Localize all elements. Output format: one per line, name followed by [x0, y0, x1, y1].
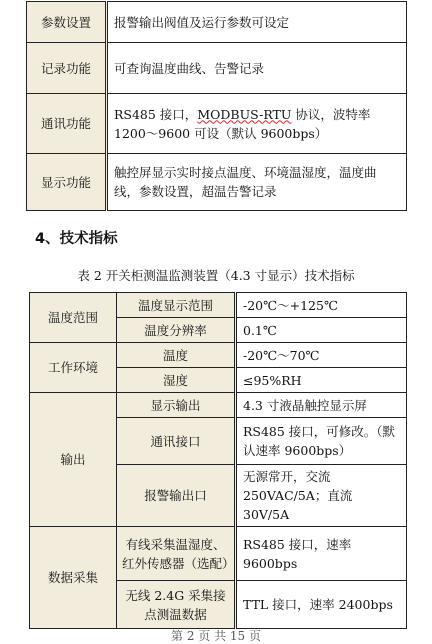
table-row: [30, 293, 407, 318]
spec-value: RS485 接口，可修改。（默认速率 9600bps）: [236, 418, 407, 465]
spec-group: 温度范围: [30, 293, 117, 343]
spec-value: 4.3 寸液晶触控显示屏: [236, 393, 407, 418]
spec-value: ≤95%RH: [236, 368, 407, 393]
spec-label: 温度: [117, 343, 236, 368]
page-footer: 第 2 页 共 15 页: [171, 629, 261, 643]
feature-value-prefix: RS485 接口，: [114, 106, 198, 122]
spec-value: 0.1℃: [236, 318, 407, 343]
table-caption: 表 2 开关柜测温监测装置（4.3 寸显示）技术指标: [77, 268, 355, 283]
spec-label: 无线 2.4G 采集接点测温数据: [117, 581, 236, 629]
spec-table: [29, 292, 407, 629]
feature-value: 报警输出阀值及运行参数可设定: [107, 2, 407, 43]
feature-value: [107, 94, 407, 154]
feature-key: 显示功能: [27, 154, 107, 211]
spec-value: 无源常开，交流 250VAC/5A；直流 30V/5A: [236, 465, 407, 527]
spec-group: 输出: [30, 393, 117, 527]
table-row: [27, 2, 407, 43]
spec-group: 数据采集: [30, 527, 117, 629]
table-row: [27, 43, 407, 94]
section-title: 4、技术指标: [35, 231, 118, 247]
protocol-name: MODBUS-RTU: [197, 106, 292, 122]
feature-value-suffix: 协议，波特率 1200～9600 可设（默认 9600bps）: [114, 106, 371, 141]
table-row: [30, 527, 407, 581]
table-row: [30, 343, 407, 368]
spec-label: 温度显示范围: [117, 293, 236, 318]
spec-label: 湿度: [117, 368, 236, 393]
spec-value: TTL 接口，速率 2400bps: [236, 581, 407, 629]
spec-label: 温度分辨率: [117, 318, 236, 343]
feature-key: 记录功能: [27, 43, 107, 94]
table-row: [27, 94, 407, 154]
spec-value: -20℃～+125℃: [236, 293, 407, 318]
spec-label: 通讯接口: [117, 418, 236, 465]
spec-group: 工作环境: [30, 343, 117, 393]
spec-label: 显示输出: [117, 393, 236, 418]
table-row: [30, 393, 407, 418]
spec-value: RS485 接口，速率 9600bps: [236, 527, 407, 581]
table-row: [27, 154, 407, 211]
feature-value: 触控屏显示实时接点温度、环境温湿度，温度曲线，参数设置，超温告警记录: [107, 154, 407, 211]
feature-key: 参数设置: [27, 2, 107, 43]
spec-label: 有线采集温湿度、红外传感器（选配）: [117, 527, 236, 581]
feature-value: 可查询温度曲线、告警记录: [107, 43, 407, 94]
spec-value: -20℃～70℃: [236, 343, 407, 368]
feature-table: [26, 1, 407, 211]
feature-key: 通讯功能: [27, 94, 107, 154]
spec-label: 报警输出口: [117, 465, 236, 527]
